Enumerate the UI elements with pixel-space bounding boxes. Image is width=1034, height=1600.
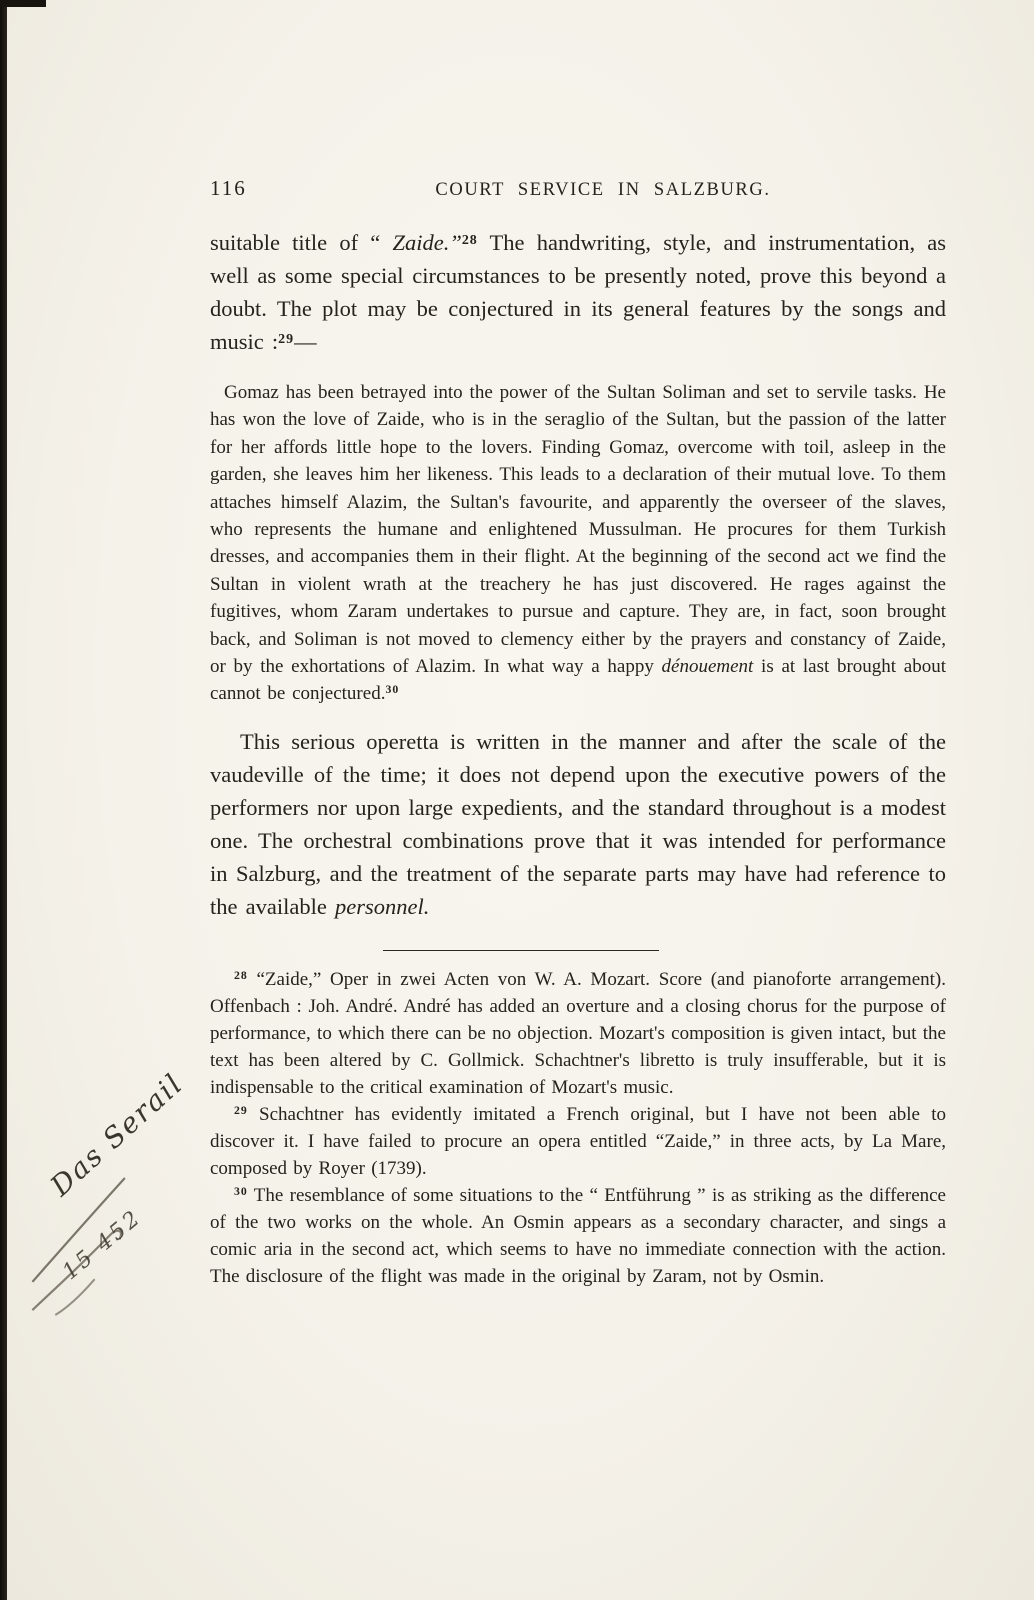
- closing-paragraph: This serious operetta is written in the manner and after the scale of the vaudeville of the time; it does not depend upon the executive powers of the performers nor upon large expedients, and the standard throughout is a modest one. The orchestral combinations prove that it was intended for performance in Salzburg, and the treatment of the separate parts may have had reference to the available personnel.: [210, 728, 946, 919]
- page-number: 116: [210, 176, 247, 200]
- footnote-29: $^{29}$ Schachtner has evidently imitated a French original, but I have not been able to discover it. I have failed to procure an opera entitled “Zaide,” in three acts, by La Mare, composed by Royer (1739).: [210, 1103, 946, 1179]
- footnote-separator-rule: [383, 950, 659, 951]
- footnote-28: $^{28}$ “Zaide,” Oper in zwei Acten von W. A. Mozart. Score (and pianoforte arrangement). Offenbach : Joh. André. André has added an overture and a closing chorus for the purpose of performance, to which there can be no objection. Mozart's composition is given intact, but the text has been altered by C. Gollmick. Schachtner's libretto is truly insufferable, but it is indispensable to the critical examination of Mozart's music.: [210, 968, 946, 1098]
- footnote-separator-wrap: [210, 950, 946, 952]
- handwritten-annotation-line1: Das Serail: [44, 1066, 190, 1203]
- handwritten-annotation-line2: 15 452: [58, 1204, 147, 1286]
- synopsis-blockquote: Gomaz has been betrayed into the power of the Sultan Soliman and set to servile tasks. He has won the love of Zaide, who is in the seraglio of the Sultan, but the passion of the latter for her affords little hope to the lovers. Finding Gomaz, overcome with toil, asleep in the garden, she leaves him her likeness. This leads to a declaration of their mutual love. To them attaches himself Alazim, the Sultan's favourite, and apparently the overseer of the slaves, who represents the humane and enlightened Mussulman. He procures for them Turkish dresses, and accompanies them in their flight. At the beginning of the second act we find the Sultan in violent wrath at the treachery he has just discovered. He rages against the fugitives, whom Zaram undertakes to pursue and capture. They are, in fact, soon brought back, and Soliman is not moved to clemency either by the prayers and constancy of Zaide, or by the exhortations of Alazim. In what way a happy dénouement is at last brought about cannot be conjectured.$^{30}$: [210, 382, 946, 705]
- text-block: [210, 176, 946, 1290]
- scan-edge-left: [0, 0, 7, 1600]
- footnote-30: $^{30}$ The resemblance of some situations to the “ Entführung ” is as striking as the difference of the two works on the whole. An Osmin appears as a secondary character, and sings a comic aria in the second act, which seems to have no immediate connection with the action. The disclosure of the flight was made in the original by Zaram, not by Osmin.: [210, 1184, 946, 1287]
- scan-edge-top-corner: [0, 0, 46, 7]
- page-header: [210, 176, 946, 201]
- opening-paragraph: suitable title of “ Zaide.”$^{28}$ The handwriting, style, and instrumentation, as well as some special circumstances to be presently noted, prove this beyond a doubt. The plot may be conjectured in its general features by the songs and music :$^{29}$—: [210, 230, 946, 354]
- running-title: COURT SERVICE IN SALZBURG.: [435, 180, 771, 200]
- footnotes-section: [210, 966, 946, 1290]
